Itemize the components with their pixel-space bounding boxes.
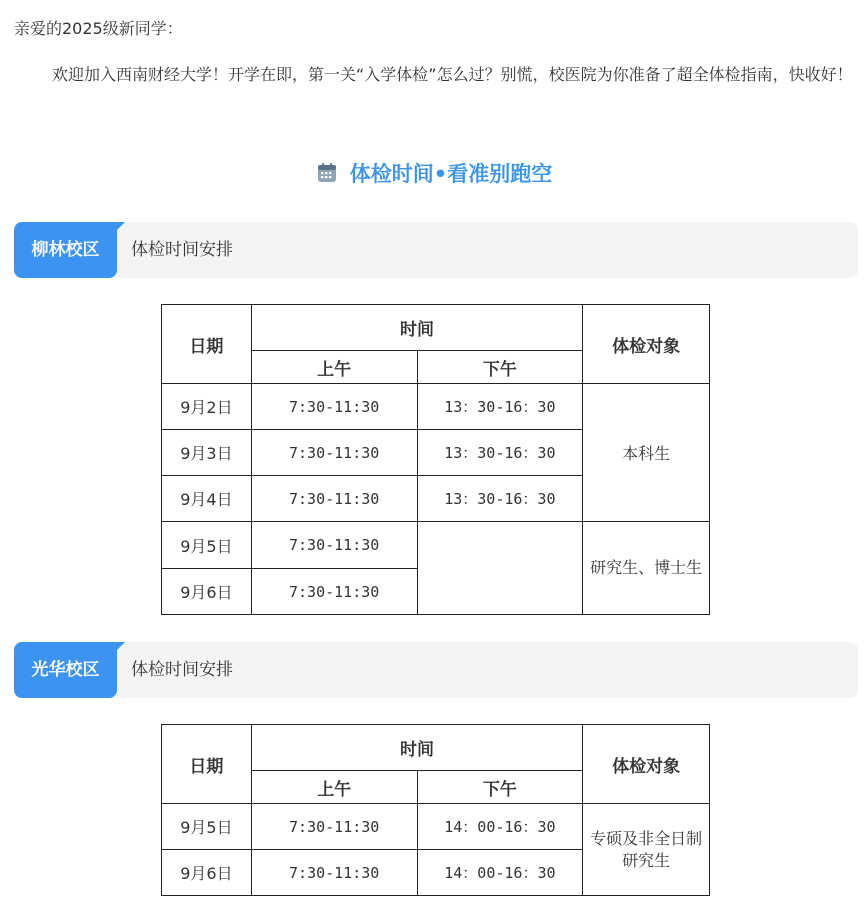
header-am: 上午 — [251, 351, 417, 384]
target-cell: 研究生、博士生 — [583, 522, 710, 615]
header-am: 上午 — [251, 771, 417, 804]
date-cell: 9月6日 — [162, 850, 252, 896]
header-target: 体检对象 — [583, 725, 710, 804]
pm-cell: 13：30-16：30 — [417, 476, 583, 522]
pm-cell: 14：00-16：30 — [417, 850, 583, 896]
date-cell: 9月5日 — [162, 522, 252, 569]
am-cell: 7:30-11:30 — [251, 384, 417, 430]
schedule-table-guanghua — [161, 724, 710, 896]
campus-tag: 光华校区 — [14, 642, 117, 698]
header-date: 日期 — [162, 305, 252, 384]
date-cell: 9月6日 — [162, 569, 252, 615]
am-cell: 7:30-11:30 — [251, 850, 417, 896]
date-cell: 9月3日 — [162, 430, 252, 476]
greeting: 亲爱的2025级新同学： — [14, 19, 183, 38]
schedule-table-liulin — [161, 304, 710, 615]
am-cell: 7:30-11:30 — [251, 804, 417, 850]
date-cell: 9月4日 — [162, 476, 252, 522]
calendar-icon — [316, 162, 338, 184]
am-cell: 7:30-11:30 — [251, 522, 417, 569]
target-cell: 专硕及非全日制研究生 — [583, 804, 710, 896]
pm-cell: 13：30-16：30 — [417, 430, 583, 476]
header-pm: 下午 — [417, 771, 583, 804]
am-cell: 7:30-11:30 — [251, 430, 417, 476]
header-time: 时间 — [251, 305, 582, 351]
table-row — [162, 804, 710, 850]
am-cell: 7:30-11:30 — [251, 476, 417, 522]
table-row — [162, 384, 710, 430]
campus-header-liulin — [14, 222, 858, 278]
am-cell: 7:30-11:30 — [251, 569, 417, 615]
section-title-text: 体检时间•看准别跑空 — [349, 162, 553, 186]
campus-desc: 体检时间安排 — [131, 240, 233, 260]
header-time: 时间 — [251, 725, 582, 771]
campus-header-guanghua — [14, 642, 858, 698]
table-row — [162, 522, 710, 569]
header-target: 体检对象 — [583, 305, 710, 384]
header-date: 日期 — [162, 725, 252, 804]
header-pm: 下午 — [417, 351, 583, 384]
date-cell: 9月5日 — [162, 804, 252, 850]
section-title — [0, 158, 868, 190]
target-cell: 本科生 — [583, 384, 710, 522]
campus-desc: 体检时间安排 — [131, 660, 233, 680]
campus-tag: 柳林校区 — [14, 222, 117, 278]
pm-cell: 13：30-16：30 — [417, 384, 583, 430]
intro-paragraph: 欢迎加入西南财经大学！开学在即，第一关“入学体检”怎么过？别慌，校医院为你准备了超全体检指南，快收好！ — [52, 65, 853, 84]
pm-cell: 14：00-16：30 — [417, 804, 583, 850]
pm-cell-empty — [417, 522, 583, 615]
date-cell: 9月2日 — [162, 384, 252, 430]
